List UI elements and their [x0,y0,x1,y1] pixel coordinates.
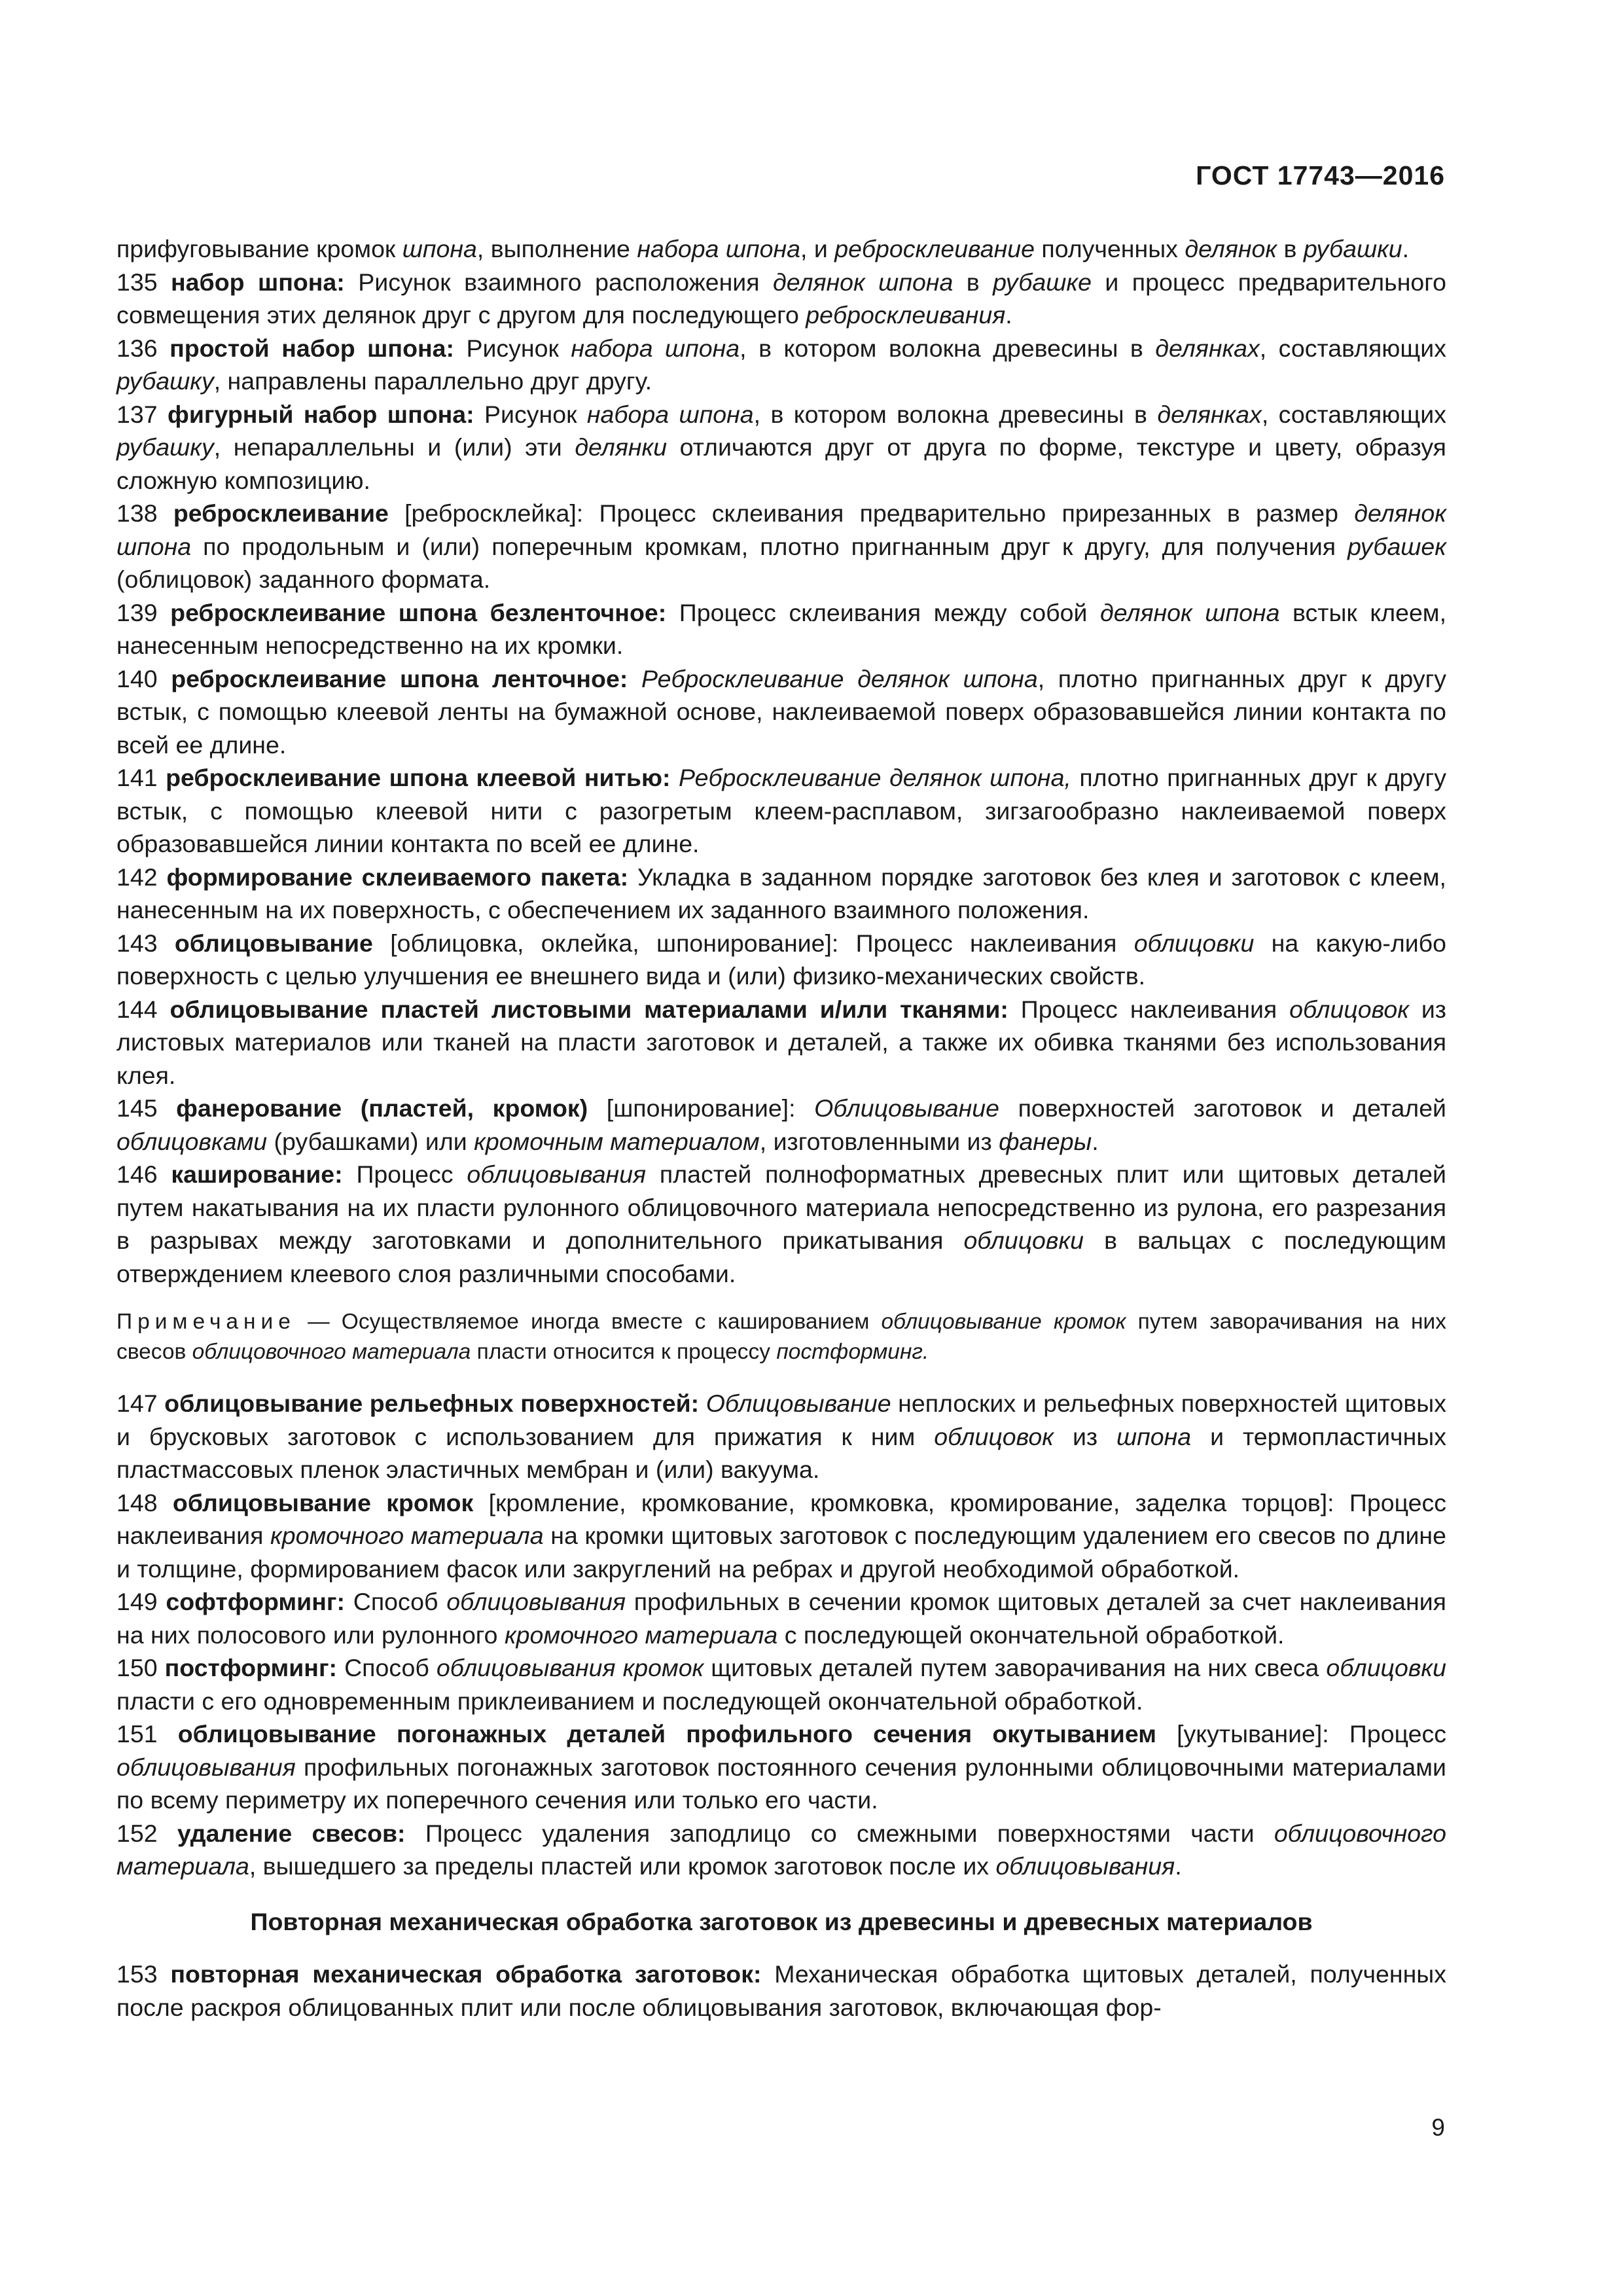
intro-paragraph: прифуговывание кромок шпона, выполнение набора шпона, и ребросклеивание полученных делянок в рубашки. [116,235,1410,262]
term-148: 148 облицовывание кромок [кромление, кромкование, кромковка, кромирование, заделка торцов]: Процесс наклеивания кромочного материала на кромки щитовых заготовок с последующим удалением его свесов по длине и толщине, формированием фасок или закруглений на ребрах и другой необходимой обработкой. [116,1488,1446,1583]
note-paragraph: Примечание — Осуществляемое иногда вместе с кашированием облицовывание кромок путем заворачивания на них свесов облицовочного материала пласти относится к процессу постформинг. [116,1310,1446,1364]
term-137: 137 фигурный набор шпона: Рисунок набора шпона, в котором волокна древесины в делянках, составляющих рубашку, непараллельны и (или) эти делянки отличаются друг от друга по форме, текстуре и цвету, образуя сложную композицию. [116,400,1446,494]
term-136: 136 простой набор шпона: Рисунок набора шпона, в котором волокна древесины в делянках, составляющих рубашку, направлены параллельно друг другу. [116,334,1446,395]
term-145: 145 фанерование (пластей, кромок) [шпонирование]: Облицовывание поверхностей заготовок и деталей облицовками (рубашками) или кромочным материалом, изготовленными из фанеры. [116,1094,1446,1155]
term-141: 141 ребросклеивание шпона клеевой нитью: Ребросклеивание делянок шпона, плотно пригнанных друг к другу встык, с помощью клеевой нити с разогретым клеем-расплавом, зигзагообразно наклеиваемой поверх образовавшейся линии контакта по всей ее длине. [116,764,1446,857]
term-147: 147 облицовывание рельефных поверхностей: Облицовывание неплоских и рельефных поверхностей щитовых и брусковых заготовок с использованием для прижатия к ним облицовок из шпона и термопластичных пластмассовых пленок эластичных мембран и (или) вакуума. [116,1390,1447,1483]
term-138: 138 ребросклеивание [ребросклейка]: Процесс склеивания предварительно прирезанных в размер делянок шпона по продольным и (или) поперечным кромкам, плотно пригнанным друг к другу, для получения рубашек (облицовок) заданного формата. [116,499,1446,593]
term-139: 139 ребросклеивание шпона безленточное: Процесс склеивания между собой делянок шпона встык клеем, нанесенным непосредственно на их кромки. [116,598,1447,659]
term-144: 144 облицовывание пластей листовыми материалами и/или тканями: Процесс наклеивания облицовок из листовых материалов или тканей на пласти заготовок и деталей, а также их обивка тканями без использования клея. [116,995,1447,1089]
document-body [116,232,1446,2024]
term-146: 146 каширование: Процесс облицовывания пластей полноформатных древесных плит или щитовых деталей путем накатывания на их пласти рулонного облицовочного материала непосредственно из рулона, его разрезания в разрывах между заготовками и дополнительного прикатывания облицовки в вальцах с последующим отверждением клеевого слоя различными способами. [116,1160,1446,1287]
term-153: 153 повторная механическая обработка заготовок: Механическая обработка щитовых деталей, полученных после раскроя облицованных плит или после облицовывания заготовок, включающая фор- [116,1960,1446,2021]
document-code: ГОСТ 17743—2016 [1196,160,1445,190]
term-149: 149 софтформинг: Способ облицовывания профильных в сечении кромок щитовых деталей за счет наклеивания на них полосового или рулонного кромочного материала с последующей окончательной обработкой. [116,1588,1446,1649]
page-number: 9 [1431,2114,1445,2141]
term-152: 152 удаление свесов: Процесс удаления заподлицо со смежными поверхностями части облицовочного материала, вышедшего за пределы пластей или кромок заготовок после их облицовывания. [116,1819,1446,1880]
term-143: 143 облицовывание [облицовка, оклейка, шпонирование]: Процесс наклеивания облицовки на какую-либо поверхность с целью улучшения ее внешнего вида и (или) физико-механических свойств. [116,929,1446,990]
term-142: 142 формирование склеиваемого пакета: Укладка в заданном порядке заготовок без клея и заготовок с клеем, нанесенным на их поверхность, с обеспечением их заданного взаимного положения. [116,863,1446,924]
term-150: 150 постформинг: Способ облицовывания кромок щитовых деталей путем заворачивания на них свеса облицовки пласти с его одновременным приклеиванием и последующей окончательной обработкой. [116,1654,1446,1715]
term-151: 151 облицовывание погонажных деталей профильного сечения окутыванием [укутывание]: Процесс облицовывания профильных погонажных заготовок постоянного сечения рулонными облицовочными материалами по всему периметру их поперечного сечения или только его части. [116,1720,1446,1814]
note-label: Примечание [116,1310,296,1334]
section-title: Повторная механическая обработка заготовок из древесины и древесных материалов [250,1907,1313,1935]
term-140: 140 ребросклеивание шпона ленточное: Ребросклеивание делянок шпона, плотно пригнанных друг к другу встык, с помощью клеевой ленты на бумажной основе, наклеиваемой поверх образовавшейся линии контакта по всей ее длине. [116,664,1446,759]
term-135: 135 набор шпона: Рисунок взаимного расположения делянок шпона в рубашке и процесс предварительного совмещения этих делянок друг с другом для последующего ребросклеивания. [116,268,1446,329]
